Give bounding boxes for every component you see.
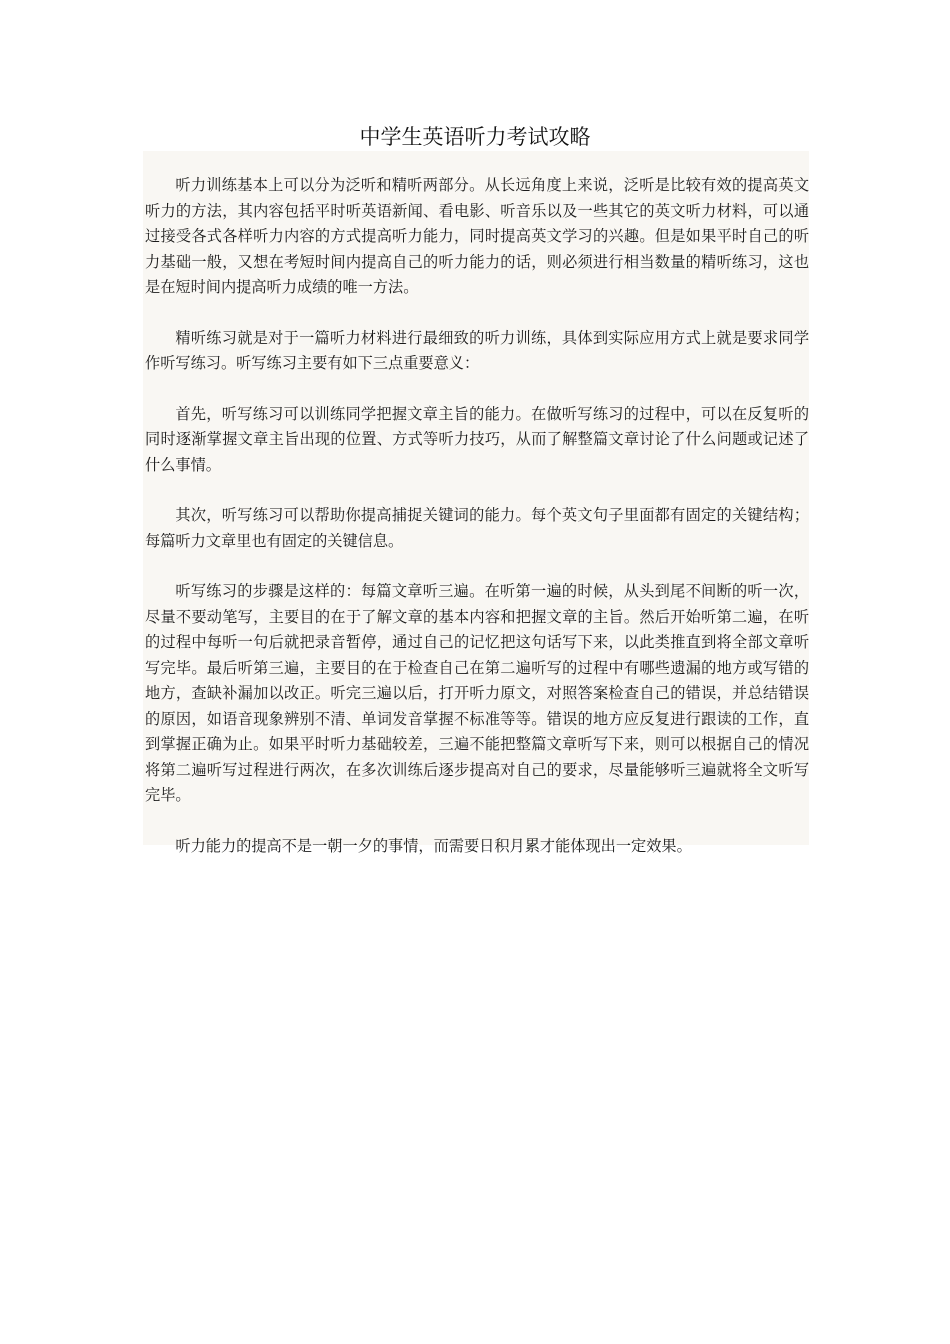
paragraph-1: 听力训练基本上可以分为泛听和精听两部分。从长远角度上来说，泛听是比较有效的提高英文听力的方法，其内容包括平时听英语新闻、看电影、听音乐以及一些其它的英文听力材料，可以通过接受各式各样听力内容的方式提高听力能力，同时提高英文学习的兴趣。但是如果平时自己的听力基础一般，又想在考短时间内提高自己的听力能力的话，则必须进行相当数量的精听练习，这也是在短时间内提高听力成绩的唯一方法。 — [145, 176, 809, 296]
paragraph-3: 首先，听写练习可以训练同学把握文章主旨的能力。在做听写练习的过程中，可以在反复听的同时逐渐掌握文章主旨出现的位置、方式等听力技巧，从而了解整篇文章讨论了什么问题或记述了什么事情。 — [145, 404, 809, 474]
paragraph-4: 其次，听写练习可以帮助你提高捕捉关键词的能力。每个英文句子里面都有固定的关键结构；每篇听力文章里也有固定的关键信息。 — [145, 506, 809, 550]
article-body — [143, 151, 809, 855]
paragraph-2: 精听练习就是对于一篇听力材料进行最细致的听力训练，具体到实际应用方式上就是要求同学作听写练习。听写练习主要有如下三点重要意义： — [145, 328, 809, 372]
document-title: 中学生英语听力考试攻略 — [359, 125, 591, 149]
paragraph-6: 听力能力的提高不是一朝一夕的事情，而需要日积月累才能体现出一定效果。 — [175, 836, 692, 855]
paragraph-5: 听写练习的步骤是这样的：每篇文章听三遍。在听第一遍的时候，从头到尾不间断的听一次，尽量不要动笔写，主要目的在于了解文章的基本内容和把握文章的主旨。然后开始听第二遍，在听的过程中每听一句后就把录音暂停，通过自己的记忆把这句话写下来，以此类推直到将全部文章听写完毕。最后听第三遍，主要目的在于检查自己在第二遍听写的过程中有哪些遗漏的地方或写错的地方，查缺补漏加以改正。听完三遍以后，打开听力原文，对照答案检查自己的错误，并总结错误的原因，如语音现象辨别不清、单词发音掌握不标准等等。错误的地方应反复进行跟读的工作，直到掌握正确为止。如果平时听力基础较差，三遍不能把整篇文章听写下来，则可以根据自己的情况将第二遍听写过程进行两次，在多次训练后逐步提高对自己的要求，尽量能够听三遍就将全文听写完毕。 — [145, 582, 809, 804]
